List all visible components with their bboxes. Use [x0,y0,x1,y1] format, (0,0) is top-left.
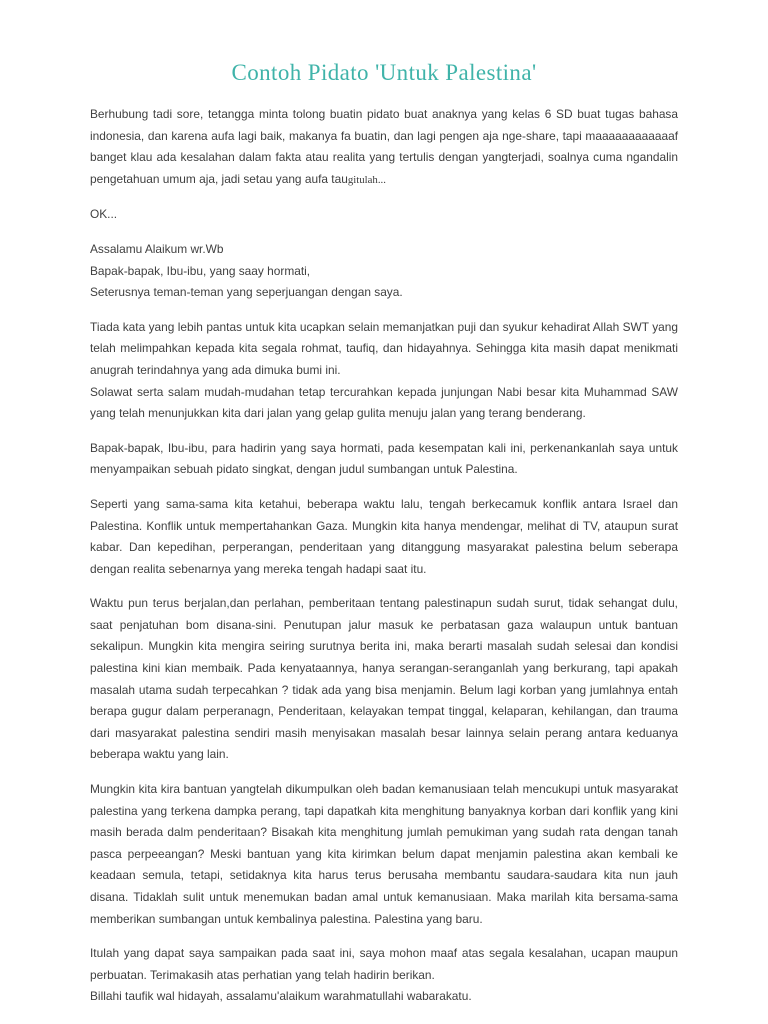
body-intro-paragraph: Bapak-bapak, Ibu-ibu, para hadirin yang saya hormati, pada kesempatan kali ini, perkenankanlah saya untuk menyampaikan sebuah pidato singkat, dengan judul sumbangan untuk Palestina. [90,440,678,477]
aftermath-section [90,593,678,766]
ok-section [90,204,678,226]
ok-line: OK... [90,207,118,222]
greeting-line-salam: Assalamu Alaikum wr.Wb [90,241,224,256]
opening-section [90,317,678,425]
closing-paragraph: Itulah yang dapat saya sampaikan pada saat ini, saya mohon maaf atas segala kesalahan, ucapan maupun perbuatan. Terimakasih atas perhatian yang telah hadirin berikan. [90,946,678,982]
opening-gratitude-paragraph: Tiada kata yang lebih pantas untuk kita ucapkan selain memanjatkan puji dan syukur kehadirat Allah SWT yang telah melimpahkan kepada kita segala rohmat, taufiq, dan hidayahnya. Sehingga kita masih dapat menikmati anugrah terindahnya yang ada dimuka bumi ini. [90,319,678,377]
appeal-section [90,779,678,930]
aftermath-paragraph: Waktu pun terus berjalan,dan perlahan, pemberitaan tentang palestinapun sudah surut, tidak sehangat dulu, saat penjatuhan bom disana-sini. Penutupan jalur masuk ke perbatasan gaza walaupun untuk bantuan sekalipun. Mungkin kita mengira seiring surutnya berita ini, maka berarti masalah sudah selesai dan kondisi palestina kini kian membaik. Pada kenyataannya, hanya serangan-seranganlah yang berkurang, tapi apakah masalah utama sudah terpecahkan ? tidak ada yang bisa menjamin. Belum lagi korban yang jumlahnya entah berapa gugur dalam perperanagn, Penderitaan, kelayakan tempat tinggal, kelaparan, kehilangan, dan trauma dari masyarakat palestina sendiri masih menyisakan masalah besar lainnya selain perang antara keduanya beberapa waktu yang lain. [90,596,678,762]
opening-salawat-paragraph: Solawat serta salam mudah-mudahan tetap tercurahkan kepada junjungan Nabi besar kita Muhammad SAW yang telah menunjukkan kita dari jalan yang gelap gulita menuju jalan yang terang benderang. [90,384,678,421]
closing-section [90,943,678,1008]
page-title: Contoh Pidato 'Untuk Palestina' [231,60,537,85]
document-page [90,58,678,1021]
closing-salam: Billahi taufik wal hidayah, assalamu'alaikum warahmatullahi wabarakatu. [90,989,472,1004]
conflict-section [90,494,678,580]
intro-paragraph [90,104,678,191]
appeal-paragraph: Mungkin kita kira bantuan yangtelah dikumpulkan oleh badan kemanusiaan telah mencukupi untuk masyarakat palestina yang terkena dampka perang, tapi dapatkah kita menghitung banyaknya korban dari konflik yang kini masih berada dalm penderitaan? Bisakah kita menghitung jumlah pemukiman yang sudah rata dengan tanah pasca perpeeangan? Meski bantuan yang kita kirimkan belum dapat menjamin palestina akan kembali ke keadaan semula, tetapi, setidaknya kita harus terus berusaha membantu saudara-saudara kita nun jauh disana. Tidaklah sulit untuk menemukan badan amal untuk kemanusiaan. Maka marilah kita bersama-sama memberikan sumbangan untuk kembalinya palestina. Palestina yang baru. [90,782,678,926]
greeting-line-audience: Bapak-bapak, Ibu-ibu, yang saay hormati, [90,263,311,278]
intro-tail: gitulah... [347,173,386,186]
intro-section [90,104,678,191]
conflict-paragraph: Seperti yang sama-sama kita ketahui, beberapa waktu lalu, tengah berkecamuk konflik antara Israel dan Palestina. Konflik untuk mempertahankan Gaza. Mungkin kita hanya mendengar, melihat di TV, ataupun surat kabar. Dan kepedihan, perperangan, penderitaan yang ditanggung masyarakat palestina belum seberapa dengan realita sebenarnya yang mereka tengah hadapi saat itu. [90,496,678,576]
intro-text: Berhubung tadi sore, tetangga minta tolong buatin pidato buat anaknya yang kelas 6 SD buat tugas bahasa indonesia, dan karena aufa lagi baik, makanya fa buatin, dan lagi pengen aja nge-share, tapi maaaaaaaaaaaaf banget klau ada kesalahan dalam fakta atau realita yang tertulis dengan yangterjadi, soalnya cuma ngandalin pengetahuan umum aja, jadi setau yang aufa tau [90,107,678,186]
greeting-section [90,239,678,304]
body-intro-section [90,438,678,481]
greeting-line-friends: Seterusnya teman-teman yang seperjuangan dengan saya. [90,285,403,300]
